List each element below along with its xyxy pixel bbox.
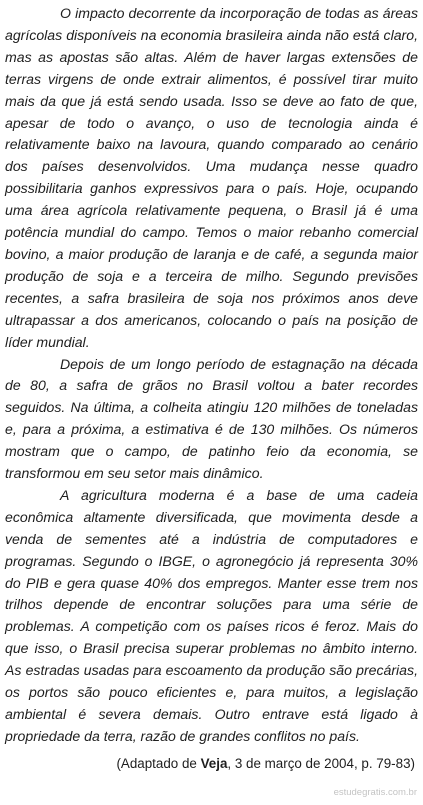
source-citation xyxy=(116,756,415,771)
paragraph-2: Depois de um longo período de estagnação na década de 80, a safra de grãos no Brasil voltou a bater recordes seguidos. Na última, a colheita atingiu 120 milhões de toneladas e, para a próxima, a estimativa é de 130 milhões. Os números mostram que o campo, de patinho feio da economia, se transformou em seu setor mais dinâmico. xyxy=(5,355,418,482)
source-publication: Veja xyxy=(200,756,228,771)
article-text xyxy=(5,3,418,748)
paragraph-3: A agricultura moderna é a base de uma cadeia econômica altamente diversificada, que movimenta desde a venda de sementes até a indústria de computadores e programas. Segundo o IBGE, o agronegócio já representa 30% do PIB e gera quase 40% dos empregos. Manter esse trem nos trilhos depende de encontrar soluções para uma série de problemas. A competição com os países ricos é feroz. Mais do que isso, o Brasil precisa superar problemas no âmbito interno. As estradas usadas para escoamento da produção são precárias, os portos são pouco eficientes e, para muitos, a legislação ambiental é severa demais. Outro entrave está ligado à propriedade da terra, razão de grandes conflitos no país. xyxy=(5,486,418,744)
paragraph-1: O impacto decorrente da incorporação de todas as áreas agrícolas disponíveis na economia brasileira ainda não está claro, mas as apostas são altas. Além de haver largas extensões de terras virgens de onde extrair alimentos, é possível tirar muito mais da que já está sendo usada. Isso se deve ao fato de que, apesar de todo o avanço, o uso de tecnologia ainda é relativamente baixo na lavoura, quando comparado ao cenário dos países desenvolvidos. Uma mudança nesse quadro possibilitaria ganhos expressivos para o país. Hoje, ocupando uma área agrícola relativamente pequena, o Brasil já é uma potência mundial do campo. Temos o maior rebanho comercial bovino, a maior produção de laranja e de café, a segunda maior produção de soja e a terceira de milho. Segundo previsões recentes, a safra brasileira de soja nos próximos anos deve ultrapassar a dos americanos, colocando o país na posição de líder mundial. xyxy=(5,5,418,350)
source-prefix: (Adaptado de xyxy=(116,756,201,771)
watermark: estudegratis.com.br xyxy=(333,787,417,798)
source-suffix: , 3 de março de 2004, p. 79-83) xyxy=(227,756,415,771)
